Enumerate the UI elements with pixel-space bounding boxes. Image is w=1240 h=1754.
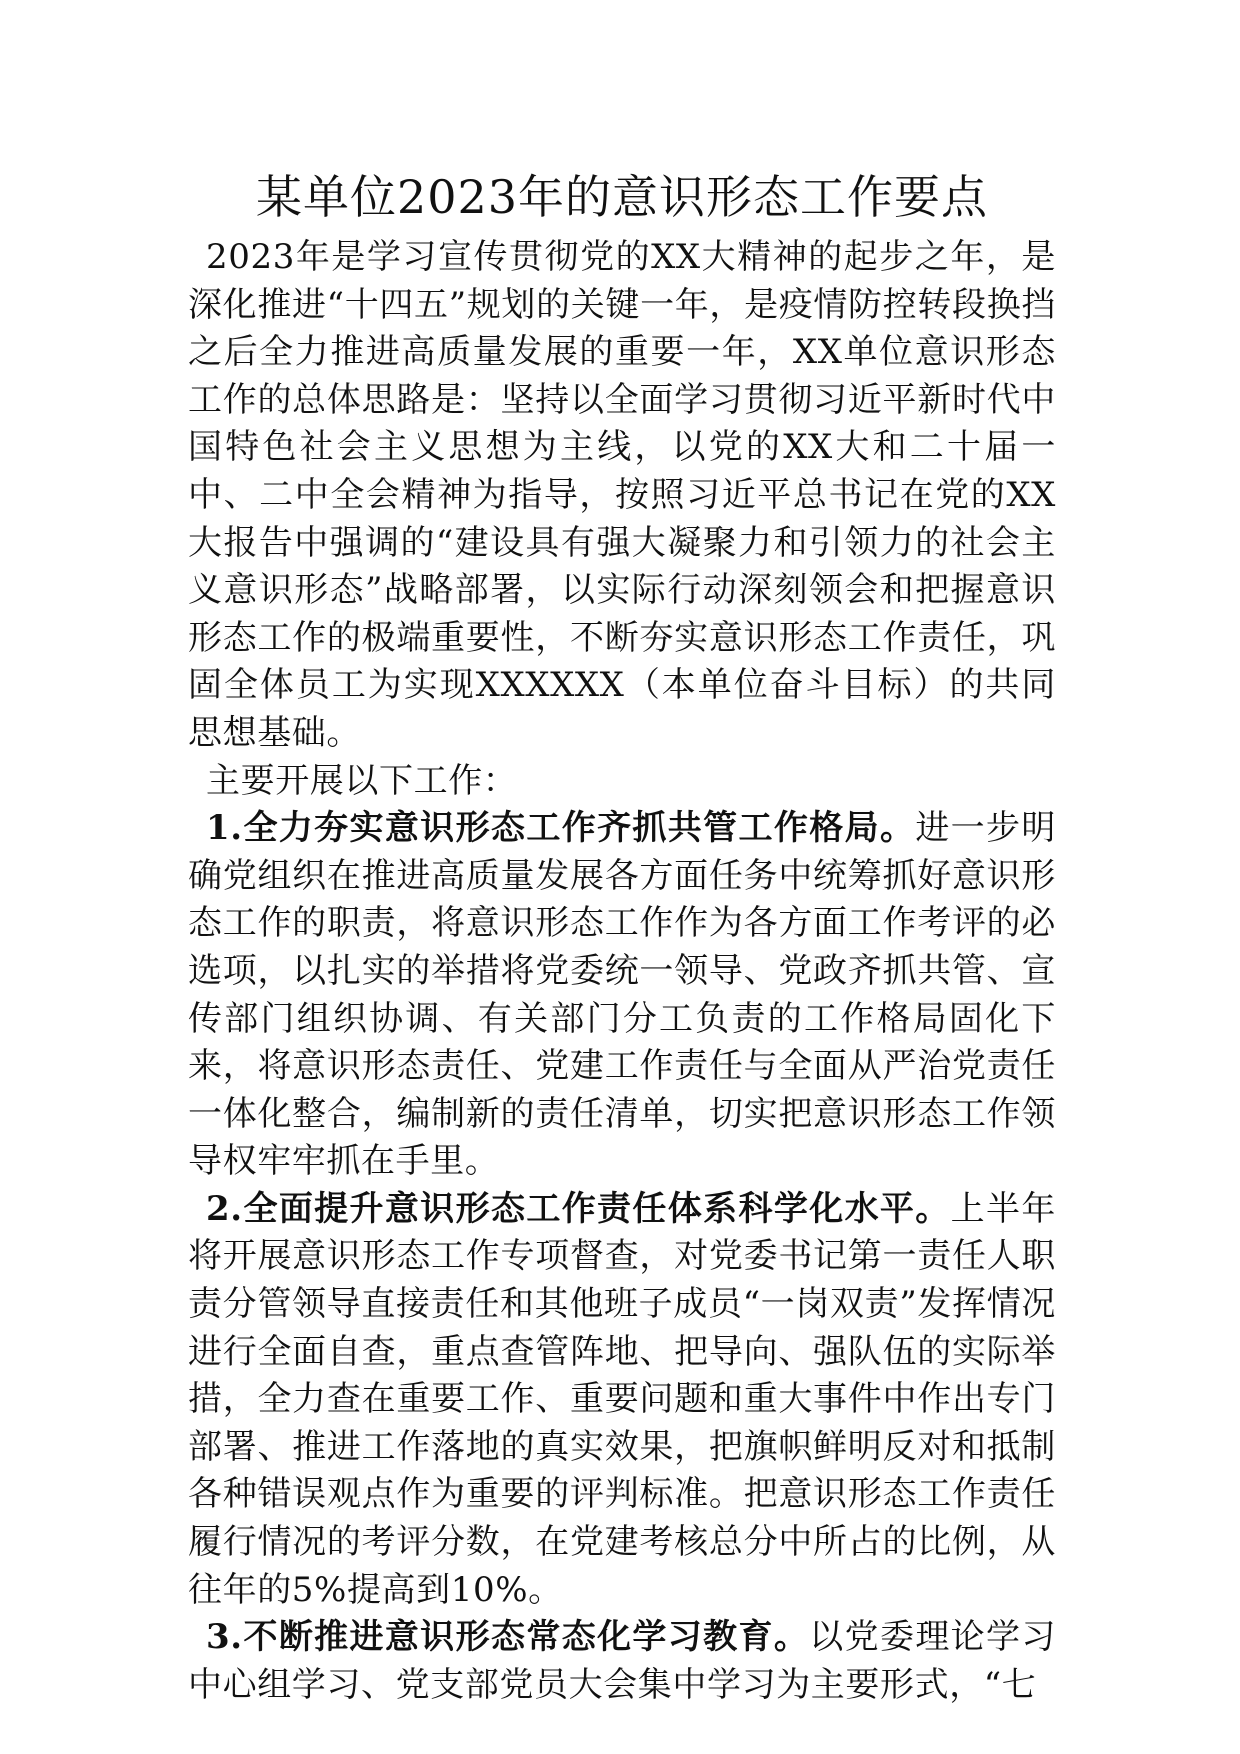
section-1-body: 进一步明确党组织在推进高质量发展各方面任务中统筹抓好意识形态工作的职责，将意识形态工作作为各方面工作考评的必选项，以扎实的举措将党委统一领导、党政齐抓共管、宣传部门组织协调、有关部门分工负责的工作格局固化下来，将意识形态责任、党建工作责任与全面从严治党责任一体化整合，编制新的责任清单，切实把意识形态工作领导权牢牢抓在手里。 [188,808,1056,1182]
document-page [188,160,1056,1709]
section-3-heading: 3.不断推进意识形态常态化学习教育。 [206,1617,810,1658]
section-3 [188,1614,1056,1709]
section-3-body: 以党委理论学习中心组学习、党支部党员大会集中学习为主要形式，“七 [188,1617,1056,1705]
section-1-heading: 1.全力夯实意识形态工作齐抓共管工作格局。 [206,808,916,849]
section-2-body: 上半年将开展意识形态工作专项督查，对党委书记第一责任人职责分管领导直接责任和其他班子成员“一岗双责”发挥情况进行全面自查，重点查管阵地、把导向、强队伍的实际举措，全力查在重要工作、重要问题和重大事件中作出专门部署、推进工作落地的真实效果，把旗帜鲜明反对和抵制各种错误观点作为重要的评判标准。把意识形态工作责任履行情况的考评分数，在党建考核总分中所占的比例，从往年的5%提高到10%。 [188,1188,1056,1610]
lead-paragraph: 主要开展以下工作： [206,760,518,801]
section-1 [188,805,1056,1186]
intro-paragraph: 2023年是学习宣传贯彻党的XX大精神的起步之年，是深化推进“十四五”规划的关键一年，是疫情防控转段换挡之后全力推进高质量发展的重要一年，XX单位意识形态工作的总体思路是：坚持以全面学习贯彻习近平新时代中国特色社会主义思想为主线，以党的XX大和二十届一中、二中全会精神为指导，按照习近平总书记在党的XX大报告中强调的“建设具有强大凝聚力和引领力的社会主义意识形态”战略部署，以实际行动深刻领会和把握意识形态工作的极端重要性，不断夯实意识形态工作责任，巩固全体员工为实现XXXXXX（本单位奋斗目标）的共同思想基础。 [188,237,1056,753]
document-title: 某单位2023年的意识形态工作要点 [255,170,989,224]
section-2-heading: 2.全面提升意识形态工作责任体系科学化水平。 [206,1188,951,1229]
section-2 [188,1186,1056,1614]
